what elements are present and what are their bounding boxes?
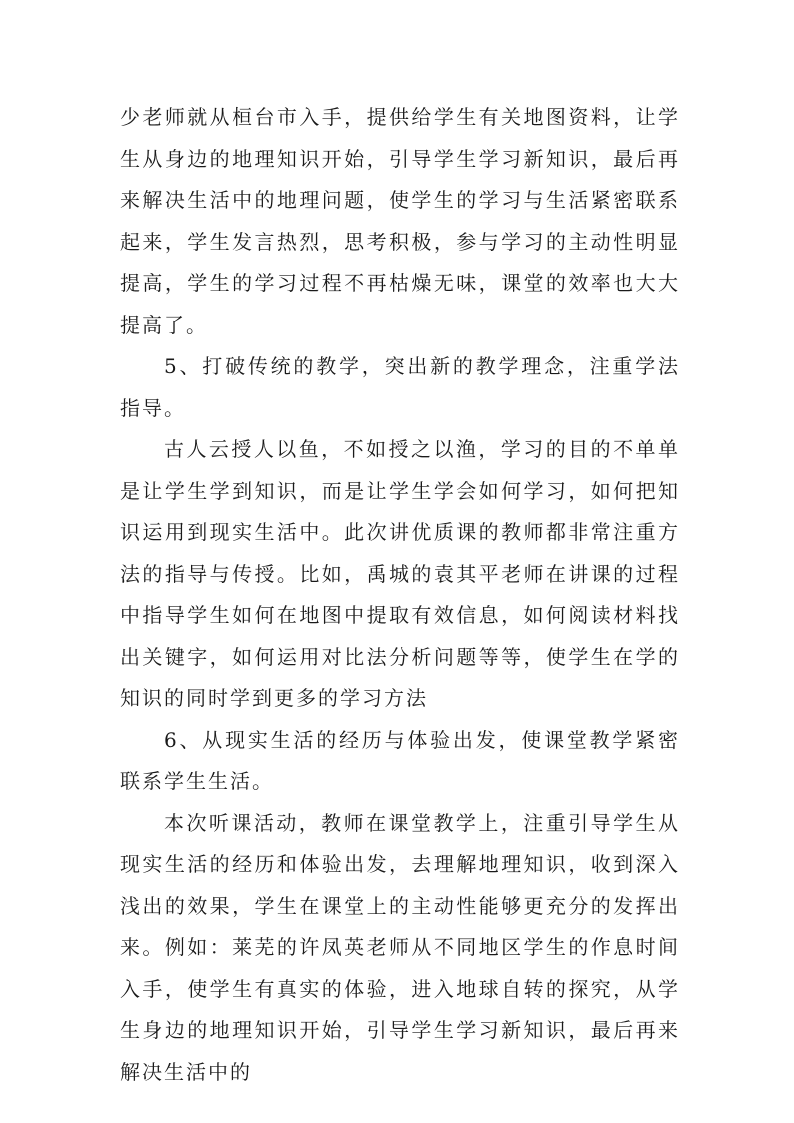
paragraph-continuation: 少老师就从桓台市入手，提供给学生有关地图资料，让学生从身边的地理知识开始，引导学生学习新知识，最后再来解决生活中的地理问题，使学生的学习与生活紧密联系起来，学生发言热烈，思考积极，参与学习的主动性明显提高，学生的学习过程不再枯燥无味，课堂的效率也大大提高了。 [120,105,680,337]
paragraph-study-methods: 古人云授人以鱼，不如授之以渔，学习的目的不单单是让学生学到知识，而是让学生学会如何学习，如何把知识运用到现实生活中。此次讲优质课的教师都非常注重方法的指导与传授。比如，禹城的袁其平老师在讲课的过程中指导学生如何在地图中提取有效信息，如何阅读材料找出关键字，如何运用对比法分析问题等等，使学生在学的知识的同时学到更多的学习方法 [120,437,680,710]
section-heading-5: 5、打破传统的教学，突出新的教学理念，注重学法指导。 [120,354,680,420]
paragraph-real-life: 本次听课活动，教师在课堂教学上，注重引导学生从现实生活的经历和体验出发，去理解地理知识，收到深入浅出的效果，学生在课堂上的主动性能够更充分的发挥出来。例如：莱芜的许凤英老师从不同地区学生的作息时间入手，使学生有真实的体验，进入地球自转的探究，从学生身边的地理知识开始，引导学生学习新知识，最后再来解决生活中的 [120,810,680,1084]
document-body [120,97,680,1093]
section-heading-6: 6、从现实生活的经历与体验出发，使课堂教学紧密联系学生生活。 [120,727,680,793]
